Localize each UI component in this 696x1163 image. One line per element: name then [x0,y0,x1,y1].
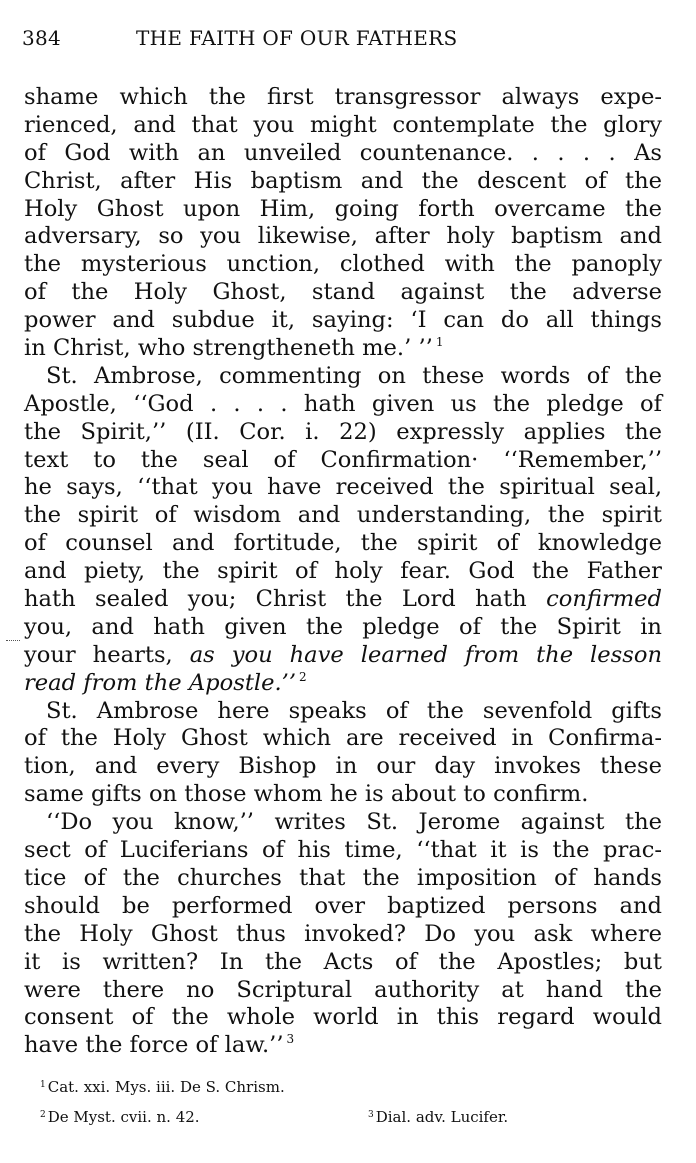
text-line [24,753,662,781]
text-line-content: of the Holy Ghost, stand against the adverse [24,279,662,306]
text-line-content: power and subdue it, saying: ‘I can do all things [24,307,662,334]
footnote-3-mark: 3 [368,1110,374,1120]
italic-text: as you have learned from the lesson [189,641,662,668]
text-line [24,168,662,196]
text-line [24,949,662,977]
text-line-content: tice of the churches that the imposition of hands [24,864,662,891]
text-line-content: should be performed over baptized persons and [24,892,662,919]
text-line-content: in Christ, who strengtheneth me.’ ’’ [24,335,433,362]
footnote-row [40,1072,660,1102]
body-text [24,84,662,1060]
text-line-content: the Spirit,’’ (II. Cor. i. 22) expressly applies the [24,418,662,445]
text-line [24,698,662,726]
text-line-content: Apostle, ‘‘God . . . . hath given us the pledge of [24,390,662,417]
text-line [24,642,662,670]
footnote-1-mark: 1 [40,1080,46,1090]
text-line [24,335,662,363]
text-line-content: ‘‘Do you know,’’ writes St. Jerome against the [46,809,662,836]
text-line-content: shame which the first transgressor always expe- [24,84,662,110]
text-line [24,279,662,307]
text-line-content: and piety, the spirit of holy fear. God the Father [24,558,662,585]
text-line-content: the Holy Ghost thus invoked? Do you ask where [24,920,662,947]
text-line [24,1032,662,1060]
text-line-content: adversary, so you likewise, after holy baptism and [24,223,662,250]
text-line-content: you, and hath given the pledge of the Spirit in [24,613,662,640]
text-line-content: tion, and every Bishop in our day invokes these [24,753,662,780]
text-line-content: same gifts on those whom he is about to confirm. [24,781,589,808]
text-line-content: were there no Scriptural authority at hand the [24,976,662,1003]
text-line [24,363,662,391]
text-line-content: it is written? In the Acts of the Apostles; but [24,948,662,975]
footnote-1-text: Cat. xxi. Mys. iii. De S. Chrism. [47,1078,285,1096]
footnote-row [40,1102,660,1132]
text-line [24,586,662,614]
page-number: 384 [22,26,62,50]
text-line [24,977,662,1005]
text-line-content: Holy Ghost upon Him, going forth overcame the [24,195,662,222]
text-line-content: read from the Apostle.’’ [24,669,297,696]
text-line-content: of counsel and fortitude, the spirit of knowledge [24,530,662,557]
text-line [24,391,662,419]
text-line [24,251,662,279]
text-line-content: rienced, and that you might contemplate the glory [24,111,662,138]
text-line-content: Christ, after His baptism and the descent of the [24,167,662,194]
text-line-content: he says, ‘‘that you have received the spiritual seal, [24,474,662,501]
footnote-reference: 1 [435,335,444,350]
running-head: THE FAITH OF OUR FATHERS [136,26,458,50]
footnote-reference: 2 [299,669,307,684]
text-line [24,893,662,921]
text-line [24,1004,662,1032]
text-line [24,447,662,475]
text-line-content: the spirit of wisdom and understanding, the spirit [24,502,662,529]
text-line-content: St. Ambrose here speaks of the sevenfold gifts [46,697,662,724]
text-line [24,112,662,140]
footnote-3-text: Dial. adv. Lucifer. [375,1108,509,1126]
text-line [24,419,662,447]
text-line-content: text to the seal of Confirmation· ‘‘Remember,’’ [24,446,662,473]
text-line [24,84,662,112]
text-line [24,809,662,837]
text-line [24,196,662,224]
footnote-1 [40,1078,285,1096]
footnote-2-mark: 2 [40,1110,46,1120]
text-line [24,865,662,893]
text-line-content: your hearts, [24,641,190,668]
footnote-3 [368,1102,508,1132]
text-line [24,530,662,558]
text-line [24,474,662,502]
footnotes [40,1072,660,1132]
text-line-content: St. Ambrose, commenting on these words of the [46,362,662,389]
text-line [24,614,662,642]
text-line [24,223,662,251]
text-line-content: hath sealed you; Christ the Lord hath [24,586,547,613]
text-line [24,670,662,698]
text-line [24,307,662,335]
text-line [24,837,662,865]
text-line [24,502,662,530]
page-header [22,26,662,58]
footnote-reference: 3 [286,1032,295,1047]
footnote-2-text: De Myst. cvii. n. 42. [47,1108,200,1126]
text-line [24,558,662,586]
text-line [24,921,662,949]
text-line-content: sect of Luciferians of his time, ‘‘that it is the prac- [24,837,662,864]
text-line-content: have the force of law.’’ [24,1032,284,1059]
text-line-content: of the Holy Ghost which are received in Confirma- [24,725,662,752]
text-line [24,781,662,809]
text-line-content: the mysterious unction, clothed with the panoply [24,251,662,278]
text-line [24,140,662,168]
text-line [24,725,662,753]
italic-text: confirmed [546,586,662,613]
margin-mark [6,640,20,642]
text-line-content: consent of the whole world in this regard would [24,1004,662,1031]
text-line-content: of God with an unveiled countenance. . . . . As [24,139,662,166]
footnote-2 [40,1108,200,1126]
